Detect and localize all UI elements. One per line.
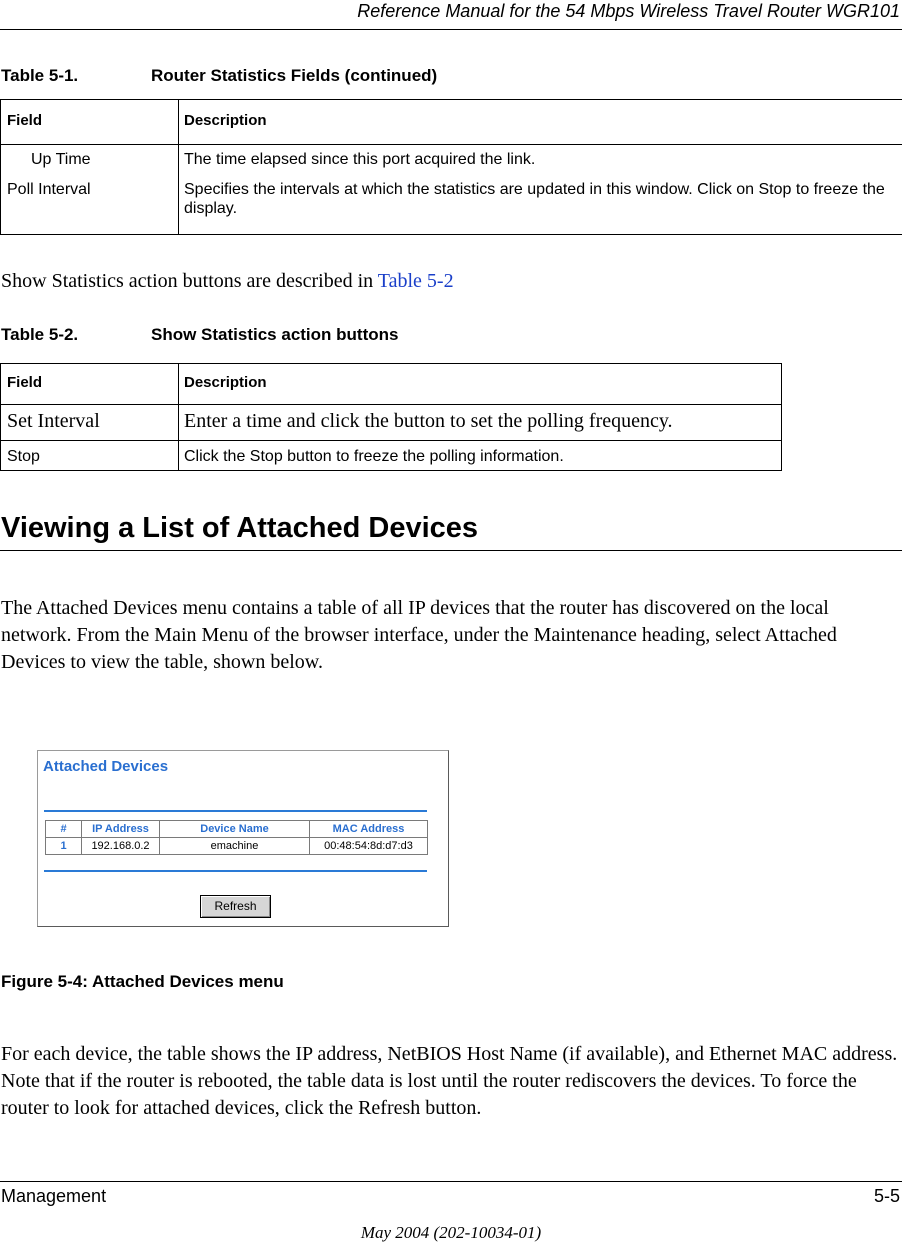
field-stop: Stop: [1, 441, 179, 471]
attached-devices-screenshot: [37, 750, 449, 927]
desc-stop: Click the Stop button to freeze the polling information.: [179, 441, 782, 471]
refresh-button[interactable]: Refresh: [200, 895, 271, 918]
device-ip: 192.168.0.2: [82, 838, 160, 855]
footer-chapter: Management: [1, 1186, 107, 1206]
column-header-field: Field: [1, 364, 179, 405]
footer-rule: [0, 1181, 902, 1182]
column-header-field: Field: [1, 100, 179, 145]
section-heading: Viewing a List of Attached Devices: [1, 512, 479, 544]
table-number: Table 5-1.: [1, 66, 79, 85]
table-5-2-link[interactable]: Table 5-2: [377, 270, 454, 292]
screen-divider-bottom: [44, 870, 427, 872]
attached-devices-paragraph: The Attached Devices menu contains a table of all IP devices that the router has discovered on the local network. From the Main Menu of the browser interface, under the Maintenance heading, select Attached Devices to view the table, shown below.: [1, 597, 837, 673]
attached-devices-table: [45, 820, 428, 855]
table-number: Table 5-2.: [1, 325, 79, 344]
column-header-description: Description: [179, 364, 782, 405]
page-number: 5-5: [873, 1186, 900, 1206]
table-title: Show Statistics action buttons: [151, 325, 399, 344]
table-5-2-caption: [1, 325, 398, 345]
field-cell: [1, 145, 179, 235]
running-header: Reference Manual for the 54 Mbps Wireless Travel Router WGR101: [357, 1, 900, 21]
desc-up-time: The time elapsed since this port acquired the link.: [184, 151, 536, 168]
footer-date: May 2004 (202-10034-01): [360, 1223, 542, 1242]
table-title: Router Statistics Fields (continued): [151, 66, 438, 85]
header-rule: [0, 29, 902, 30]
column-header-number: #: [46, 821, 82, 838]
refresh-paragraph: For each device, the table shows the IP address, NetBIOS Host Name (if available), and Ethernet MAC address. Note that if the router is rebooted, the table data is lost until the router rediscovers the devices. To force the router to look for attached devices, click the Refresh button.: [1, 1043, 898, 1119]
field-set-interval: Set Interval: [1, 405, 179, 441]
column-header-mac: MAC Address: [310, 821, 428, 838]
action-buttons-table: [0, 363, 782, 471]
column-header-device-name: Device Name: [160, 821, 310, 838]
field-up-time: Up Time: [31, 151, 91, 168]
description-cell: [179, 145, 902, 235]
desc-poll-interval: Specifies the intervals at which the statistics are updated in this window. Click on Stop to freeze the display.: [184, 181, 885, 217]
device-mac: 00:48:54:8d:d7:d3: [310, 838, 428, 855]
intro-paragraph: [1, 268, 454, 295]
router-statistics-table: [0, 99, 902, 235]
table-row: [1, 405, 782, 441]
table-row: [1, 145, 902, 235]
screen-title: Attached Devices: [43, 758, 169, 775]
table-row: [46, 838, 428, 855]
device-name: emachine: [160, 838, 310, 855]
device-number: 1: [46, 838, 82, 855]
table-5-1-caption: [1, 66, 437, 86]
section-rule: [0, 550, 902, 551]
field-poll-interval: Poll Interval: [7, 181, 91, 198]
table-row: [1, 441, 782, 471]
paragraph-text: Show Statistics action buttons are described in: [1, 270, 378, 292]
desc-set-interval: Enter a time and click the button to set the polling frequency.: [179, 405, 782, 441]
column-header-ip: IP Address: [82, 821, 160, 838]
column-header-description: Description: [179, 100, 902, 145]
figure-caption: Figure 5-4: Attached Devices menu: [1, 972, 284, 991]
screen-divider-top: [44, 810, 427, 812]
